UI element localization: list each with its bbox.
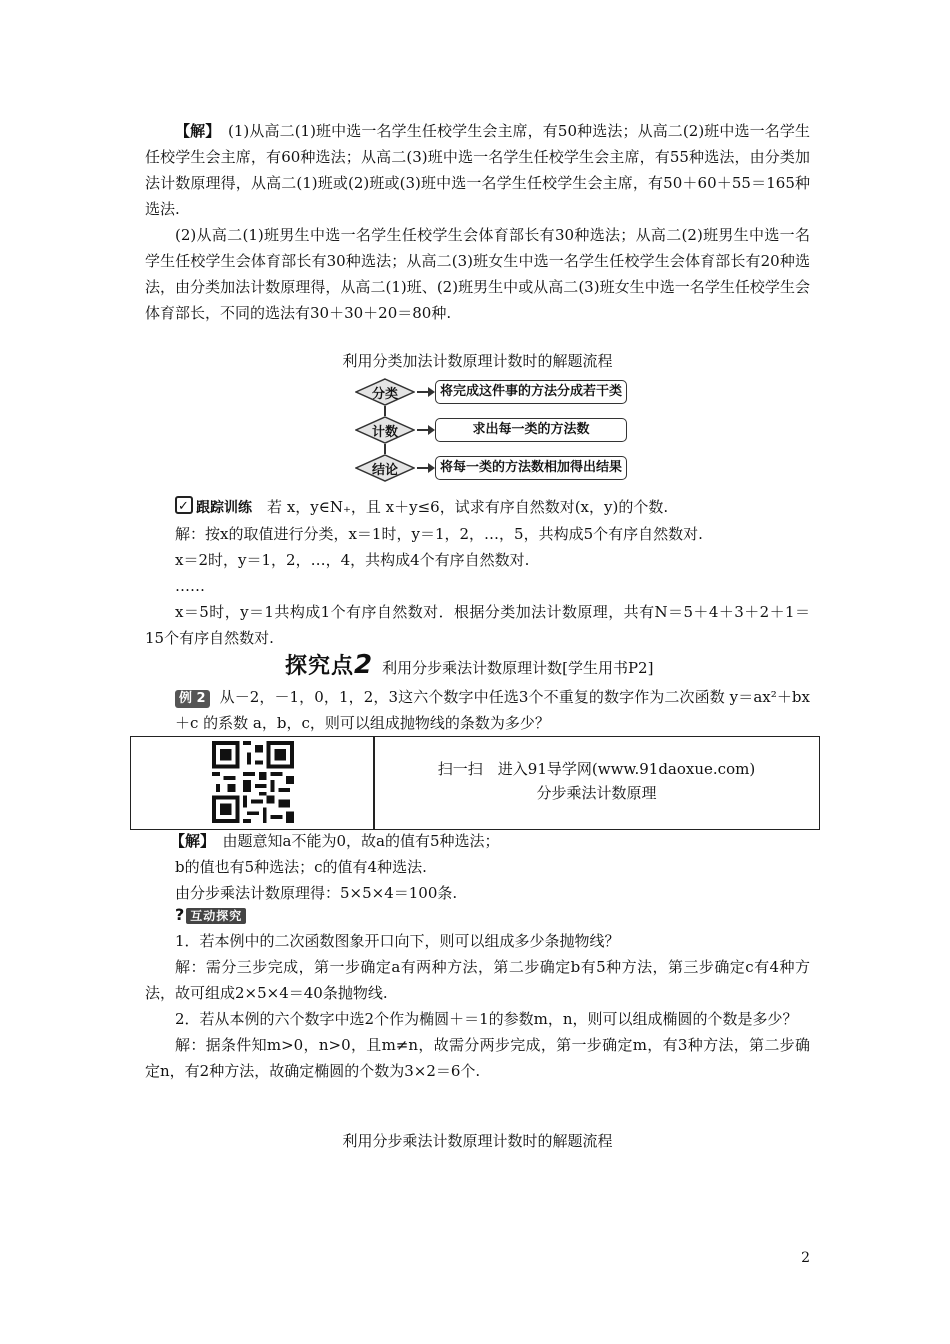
example-tag: 例 2 bbox=[175, 690, 210, 708]
qr-caption-line-2: 分步乘法计数原理 bbox=[536, 784, 657, 802]
solution-2-line-1: 【解】 由题意知a不能为0，故a的值有5种选法； bbox=[170, 832, 500, 850]
practice-question bbox=[145, 494, 810, 521]
flowchart bbox=[355, 378, 635, 488]
practice-line-2: x＝2时，y＝1，2，…，4，共构成4个有序自然数对. bbox=[175, 551, 530, 569]
flow-connector bbox=[384, 406, 386, 416]
practice-question-pre: 若 bbox=[267, 498, 283, 516]
solution-tag: 【解】 bbox=[170, 832, 208, 850]
practice-question-text: x，y∈N₊，且 x＋y≤6，试求有序自然数对(x，y)的个数. bbox=[286, 498, 669, 516]
explore-question-1: 1．若本例中的二次函数图象开口向下，则可以组成多少条抛物线？ bbox=[175, 932, 620, 950]
example-2 bbox=[145, 684, 810, 736]
solution-1-part-2: (2)从高二(1)班男生中选一名学生任校学生会体育部长有30种选法；从高二(2)班男生中选一名学生任校学生会体育部长有30种选法；从高二(3)班女生中选一名学生任校学生会体育部长有20种选法，由分类加法计数原理得，从高二(1)班、(2)班男生中或从高二(3)班女生中选一名学生任校学生会体育部长，不同的选法有30＋30＋20＝80种. bbox=[145, 226, 810, 322]
flow-node-label: 分类 bbox=[371, 387, 398, 402]
qr-caption bbox=[374, 757, 819, 805]
section-title: 探究点 bbox=[285, 654, 355, 679]
section-number: 2 bbox=[354, 650, 373, 680]
qr-code-icon bbox=[212, 741, 294, 823]
solution-1-part-1 bbox=[145, 118, 810, 222]
solution-1-text-1: (1)从高二(1)班中选一名学生任校学生会主席，有50种选法；从高二(2)班中选一名学生任校学生会主席，有60种选法；从高二(3)班中选一名学生任校学生会主席，有55种选法，由分类加法计数原理得，从高二(1)班或(2)班或(3)班中选一名学生任校学生会主席，有50＋60＋55＝165种选法. bbox=[145, 122, 810, 218]
flow-box: 将完成这件事的方法分成若干类 bbox=[435, 380, 627, 404]
qr-caption-line-1: 扫一扫 进入91导学网(www.91daoxue.com) bbox=[437, 760, 756, 778]
explore-section bbox=[145, 902, 810, 1084]
explore-tag: 互动探究 bbox=[186, 908, 246, 924]
check-icon bbox=[175, 496, 193, 514]
flow-node-classify bbox=[355, 378, 415, 406]
explore-question-2: 2．若从本例的六个数字中选2个作为椭圆＋＝1的参数m，n，则可以组成椭圆的个数是多少？ bbox=[175, 1010, 798, 1028]
flow-arrow bbox=[417, 467, 433, 469]
practice-line-4: x＝5时，y＝1共构成1个有序自然数对．根据分类加法计数原理，共有N＝5＋4＋3＋2＋1＝15个有序自然数对. bbox=[145, 603, 810, 647]
page-number: 2 bbox=[801, 1250, 810, 1266]
practice-line-1: 解：按x的取值进行分类，x＝1时，y＝1，2，…，5，共构成5个有序自然数对. bbox=[175, 525, 703, 543]
flow-node-label: 结论 bbox=[371, 463, 398, 478]
qr-table bbox=[130, 736, 820, 830]
flow-arrow bbox=[417, 391, 433, 393]
example-2-body: 从－2，－1，0，1，2，3这六个数字中任选3个不重复的数字作为二次函数 y＝ax²＋bx＋c 的系数 a，b，c，则可以组成抛物线的条数为多少？ bbox=[175, 688, 810, 732]
solution-2 bbox=[145, 828, 810, 906]
explore-answer-1: 解：需分三步完成，第一步确定a有两种方法，第二步确定b有5种方法，第三步确定c有4种方法，故可组成2×5×4＝40条抛物线. bbox=[145, 958, 810, 1002]
example-2-text bbox=[145, 684, 810, 736]
flow-node-label: 计数 bbox=[371, 425, 398, 440]
practice-line-3: …… bbox=[175, 577, 205, 595]
flow-title: 利用分类加法计数原理计数时的解题流程 bbox=[342, 352, 613, 370]
solution-tag: 【解】 bbox=[175, 122, 213, 140]
explore-answer-2: 解：据条件知m>0，n>0，且m≠n，故需分两步完成，第一步确定m，有3种方法，第二步确定n，有2种方法，故确定椭圆的个数为3×2＝6个. bbox=[145, 1036, 810, 1080]
solution-2-line-2: b的值也有5种选法；c的值有4种选法. bbox=[175, 858, 427, 876]
flow-box: 将每一类的方法数相加得出结果 bbox=[435, 456, 627, 480]
question-mark-icon: ? bbox=[175, 905, 185, 924]
flow-box: 求出每一类的方法数 bbox=[435, 418, 627, 442]
flow-connector bbox=[384, 444, 386, 454]
flow-title-2: 利用分步乘法计数原理计数时的解题流程 bbox=[342, 1132, 613, 1150]
solution-1 bbox=[145, 118, 810, 326]
flow-node-count bbox=[355, 416, 415, 444]
section-subtitle: 利用分步乘法计数原理计数[学生用书P2] bbox=[382, 659, 654, 677]
flow-node-conclusion bbox=[355, 454, 415, 482]
solution-2-line-3: 由分步乘法计数原理得：5×5×4＝100条. bbox=[175, 884, 458, 902]
explore-tag-line bbox=[145, 902, 810, 928]
section-heading bbox=[285, 649, 825, 679]
practice-section bbox=[145, 494, 810, 651]
flow-arrow bbox=[417, 429, 433, 431]
practice-tag: ✓跟踪训练 bbox=[175, 495, 252, 521]
